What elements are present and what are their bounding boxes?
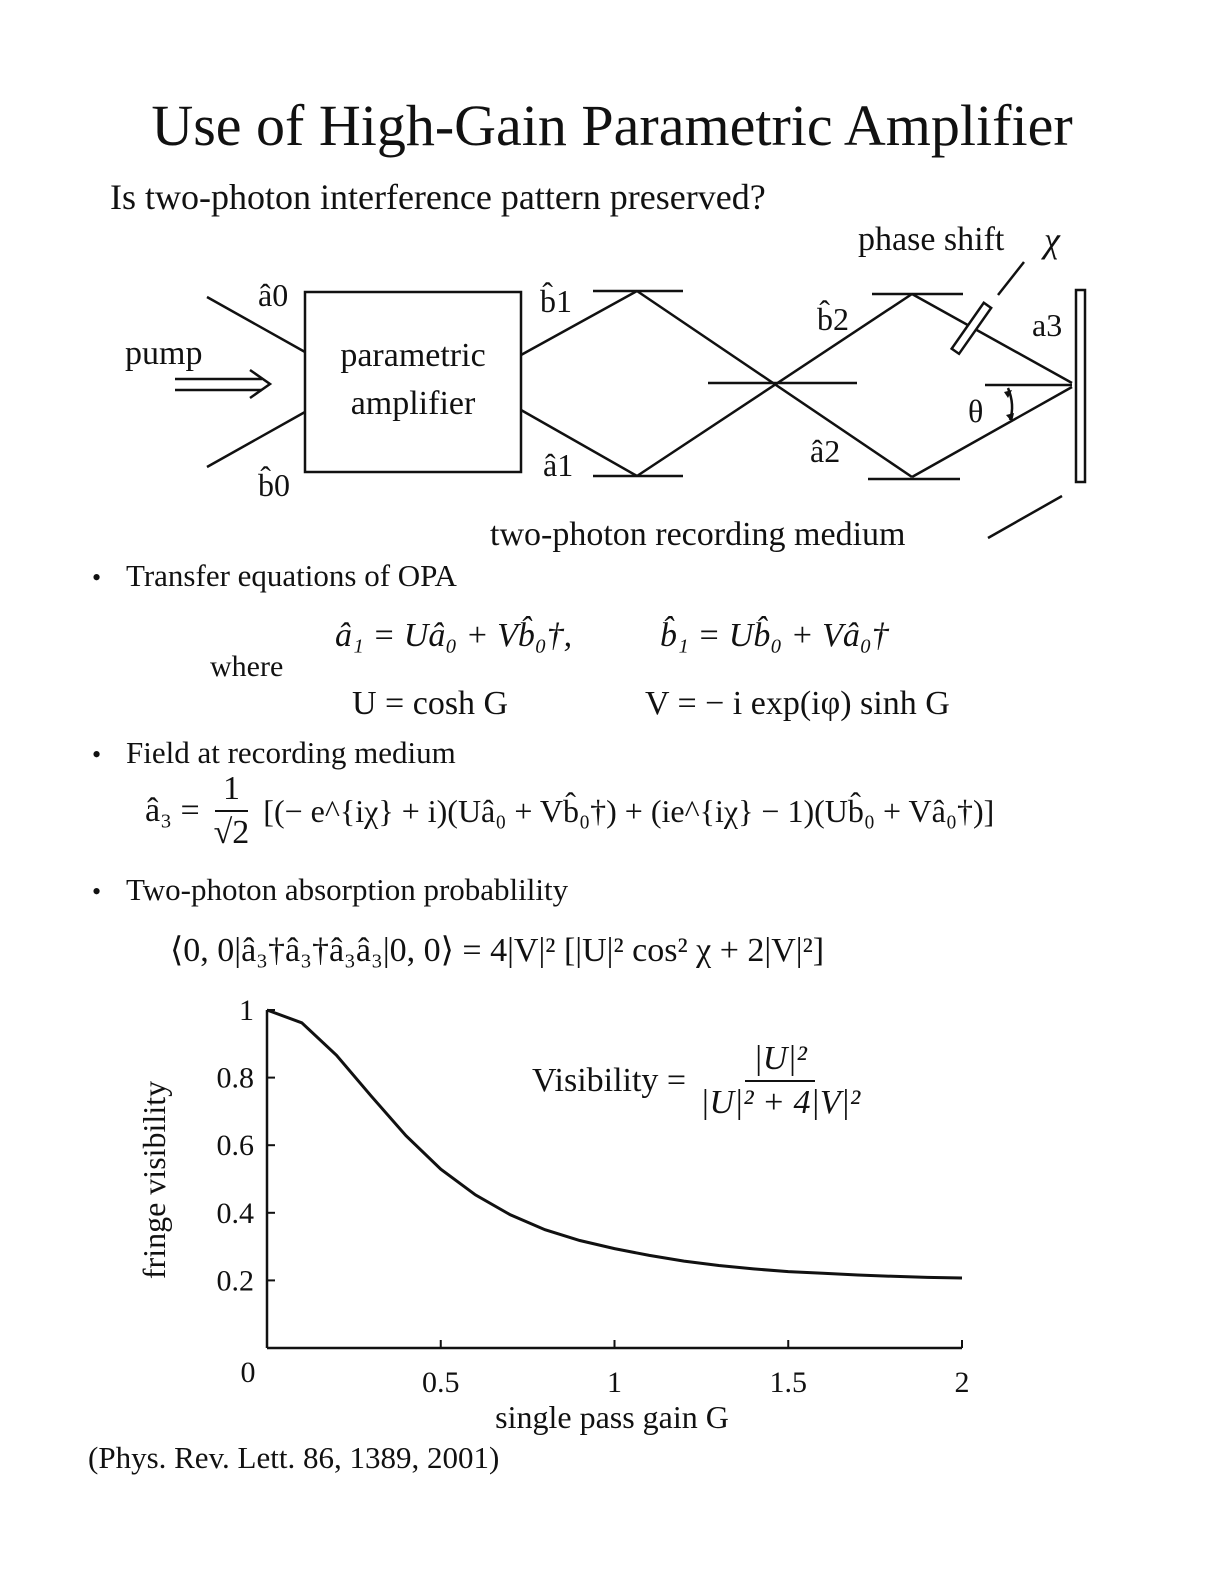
equation-b1: b̂₁ = Ub̂₀ + Vâ₀†: [660, 617, 889, 654]
visibility-denominator: |U|² + 4|V|²: [700, 1084, 861, 1121]
bullet-field: [92, 735, 456, 771]
medium-label: two-photon recording medium: [490, 516, 906, 553]
y-tick-label-4: 1: [239, 994, 254, 1027]
label-a2: â2: [810, 433, 841, 469]
origin-label: 0: [240, 1356, 256, 1389]
visibility-fraction: [692, 1040, 868, 1122]
label-a3: a3: [1032, 307, 1063, 343]
phase-shift-label: phase shift: [858, 221, 1005, 258]
bullet-absorption-text: Two-photon absorption probablility: [126, 872, 569, 907]
page-title: Use of High-Gain Parametric Amplifier: [151, 93, 1073, 158]
bullet-field-text: Field at recording medium: [126, 735, 456, 770]
phase-plate: [952, 303, 991, 354]
bullet-transfer: [92, 558, 457, 594]
x-axis-label: single pass gain G: [495, 1399, 729, 1435]
y-tick-label-1: 0.4: [216, 1196, 254, 1230]
label-a1: â1: [543, 447, 574, 483]
visibility-lhs: Visibility =: [532, 1062, 687, 1099]
reference-citation: (Phys. Rev. Lett. 86, 1389, 2001): [88, 1440, 500, 1475]
pump-label: pump: [125, 335, 203, 372]
equation-U: U = cosh G: [352, 685, 509, 722]
equation-a1: â₁ = Uâ₀ + Vb̂₀†,: [335, 617, 573, 654]
bullet-transfer-text: Transfer equations of OPA: [126, 558, 457, 593]
equation-a3-numerator: 1: [215, 770, 248, 812]
equation-a3-fraction: [206, 770, 258, 852]
where-label: where: [210, 650, 284, 683]
equation-a3-body: [(− e^{iχ} + i)(Uâ₀ + Vb̂₀†) + (ie^{iχ} − 1)(Ub̂₀ + Vâ₀†)]: [263, 792, 995, 829]
label-a0: â0: [258, 277, 289, 313]
amplifier-label-line1: parametric: [340, 337, 486, 374]
visibility-numerator: |U|²: [745, 1040, 814, 1082]
x-tick-label-1: 1: [607, 1366, 622, 1399]
visibility-formula: [532, 1040, 874, 1122]
subtitle: Is two-photon interference pattern preserved?: [110, 177, 766, 217]
y-tick-label-0: 0.2: [216, 1264, 254, 1298]
bullet-absorption: [92, 872, 568, 908]
label-b1: b̂1: [540, 283, 572, 319]
chi-symbol: χ: [1044, 220, 1060, 260]
label-b2: b̂2: [817, 301, 849, 337]
equation-V: V = − i exp(iφ) sinh G: [645, 685, 950, 722]
recording-medium-plate: [1076, 290, 1085, 482]
equation-a3-lhs: â₃ =: [145, 792, 200, 829]
label-theta: θ: [968, 393, 984, 429]
optical-setup-diagram: [0, 0, 1224, 560]
y-tick-label-2: 0.6: [216, 1129, 254, 1163]
equation-a3: [145, 770, 994, 852]
equation-probability: ⟨0, 0|â₃†â₃†â₃â₃|0, 0⟩ = 4|V|² [|U|² cos² χ + 2|V|²]: [170, 932, 825, 969]
equation-a3-denominator: √2: [213, 814, 250, 851]
amplifier-label-line2: amplifier: [350, 385, 476, 422]
x-tick-label-3: 2: [954, 1366, 970, 1399]
y-axis-label: fringe visibility: [136, 1080, 172, 1280]
x-tick-label-0: 0.5: [422, 1366, 460, 1399]
x-tick-label-2: 1.5: [769, 1366, 807, 1399]
pump-arrow: [175, 370, 270, 398]
label-b0: b̂0: [258, 467, 290, 503]
y-tick-label-3: 0.8: [216, 1061, 254, 1095]
